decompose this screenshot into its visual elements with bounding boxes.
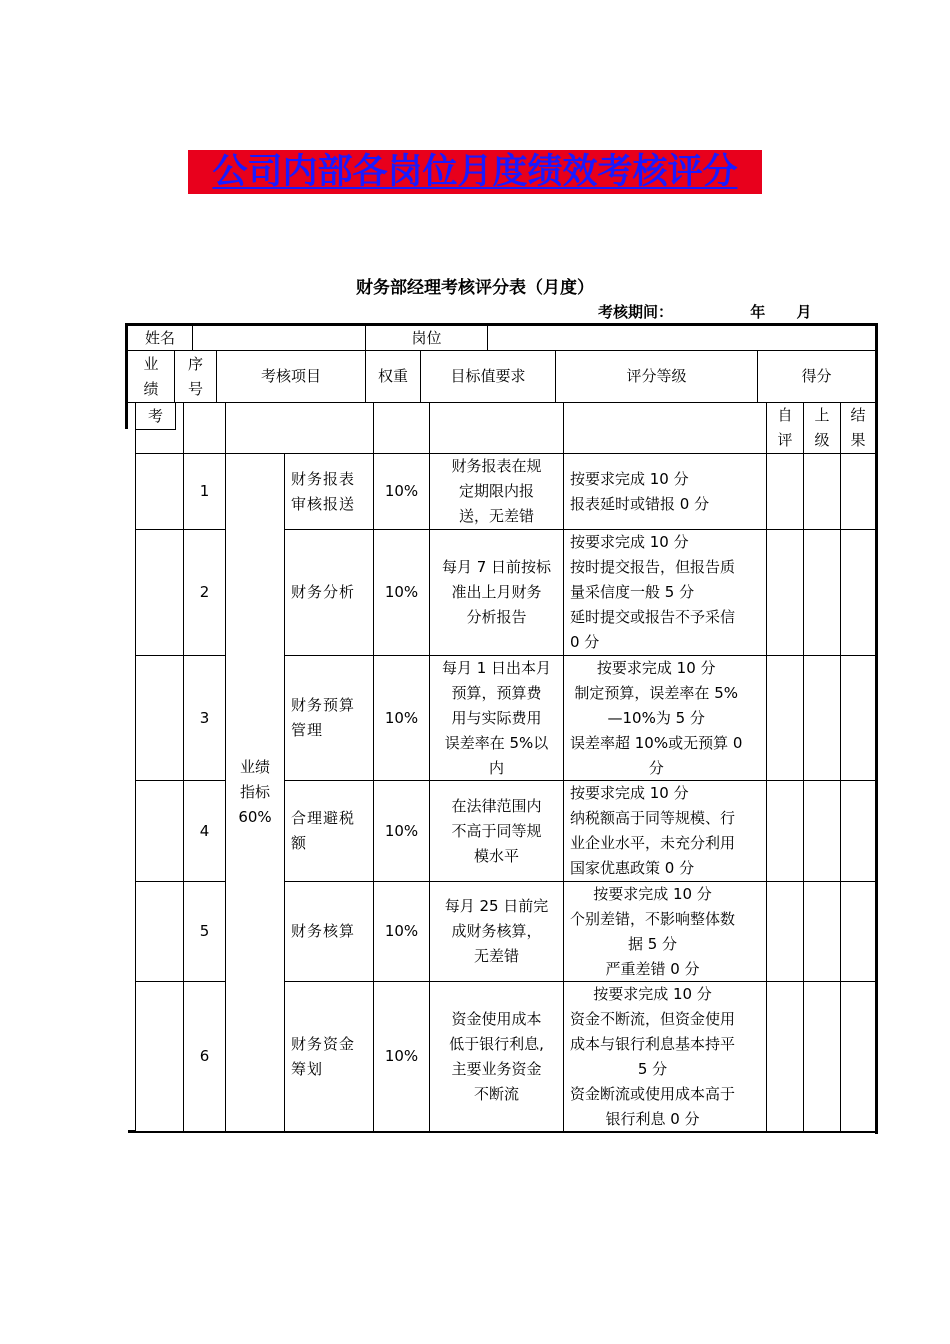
row-grade-line: 资金不断流，但资金使用	[570, 1009, 736, 1028]
row-target	[430, 982, 563, 1131]
page-title: 公司内部各岗位月度绩效考核评分	[188, 150, 762, 194]
score-superior-char: 上	[814, 406, 830, 424]
score-result-input[interactable]	[841, 982, 875, 1131]
row-target-line: 无差错	[473, 947, 519, 965]
row-target-line: 误差率在 5%以	[444, 733, 549, 752]
row-grade-line: 个别差错，不影响整体数	[570, 909, 736, 928]
period-label: 考核期间：	[598, 303, 674, 321]
row-seq: 2	[199, 583, 210, 601]
row-grade-line: 按要求完成 10 分	[593, 984, 712, 1003]
row-item-line: 财务预算	[291, 696, 356, 714]
score-self-input[interactable]	[767, 656, 803, 780]
row-target	[430, 454, 563, 529]
col-category-char: 业	[143, 354, 159, 373]
row-target-line: 准出上月财务	[451, 583, 542, 601]
row-item	[285, 454, 373, 529]
row-target-line: 每月 25 日前完	[444, 897, 549, 915]
col-score-header: 得分	[801, 367, 832, 385]
score-self-input[interactable]	[767, 781, 803, 881]
row-target-line: 用与实际费用	[451, 708, 542, 727]
row-target-line: 模水平	[473, 846, 519, 865]
row-target-line: 不断流	[473, 1084, 519, 1103]
col-target-header: 目标值要求	[450, 367, 526, 385]
row-grade	[564, 656, 766, 780]
score-result-header	[841, 403, 875, 453]
row-target-line: 每月 7 日前按标	[441, 558, 552, 576]
row-item-line: 审核报送	[291, 494, 356, 513]
row-grade-line: 5 分	[637, 1059, 668, 1078]
score-self-input[interactable]	[767, 882, 803, 981]
category-line: 指标	[239, 783, 270, 801]
col-seq-char: 序	[187, 354, 203, 373]
score-superior-header	[804, 403, 840, 453]
row-grade-line: 国家优惠政策 0 分	[570, 859, 695, 877]
row-item-line: 财务分析	[291, 583, 356, 601]
year-label: 年	[750, 303, 766, 321]
row-grade-line: 严重差错 0 分	[605, 959, 700, 978]
row-grade-line: 按要求完成 10 分	[570, 469, 689, 488]
score-superior-input[interactable]	[804, 882, 840, 981]
score-superior-input[interactable]	[804, 982, 840, 1131]
score-superior-input[interactable]	[804, 656, 840, 780]
score-self-header	[767, 403, 803, 453]
score-superior-input[interactable]	[804, 781, 840, 881]
row-target-line: 在法律范围内	[451, 796, 542, 815]
row-target-line: 预算，预算费	[451, 683, 542, 702]
row-target-line: 每月 1 日出本月	[441, 658, 552, 677]
row-seq: 4	[199, 821, 210, 840]
col-item-header: 考核项目	[260, 367, 321, 385]
row-grade-line: 分	[648, 758, 664, 777]
row-grade-line: 成本与银行利息基本持平	[570, 1034, 736, 1053]
row-target-line: 主要业务资金	[451, 1059, 542, 1078]
month-label: 月	[796, 303, 812, 321]
row-target-line: 不高于同等规	[451, 821, 542, 840]
row-item-line: 额	[291, 834, 308, 852]
row-item-line: 财务核算	[291, 922, 356, 940]
col-weight-header: 权重	[377, 367, 408, 385]
score-result-input[interactable]	[841, 454, 875, 529]
row-weight: 10%	[384, 583, 419, 601]
row-grade-line: 误差率超 10%或无预算 0	[570, 733, 743, 752]
row-target	[430, 781, 563, 881]
row-item	[285, 781, 373, 881]
row-seq: 6	[199, 1047, 210, 1065]
row-grade-line: 制定预算，误差率在 5%	[574, 683, 738, 702]
category-cell	[226, 454, 284, 1131]
score-self-input[interactable]	[767, 454, 803, 529]
row-seq: 5	[199, 922, 210, 940]
row-grade-line: 报表延时或错报 0 分	[570, 494, 710, 513]
form-subtitle: 财务部经理考核评分表（月度）	[356, 278, 594, 298]
score-result-char: 结	[850, 406, 866, 424]
row-target-line: 送，无差错	[458, 507, 534, 525]
row-grade-line: 延时提交或报告不予采信	[570, 608, 736, 626]
post-field[interactable]	[488, 326, 875, 350]
col-category-cont: 考	[147, 406, 163, 425]
row-grade-line: 按要求完成 10 分	[593, 884, 712, 903]
score-result-input[interactable]	[841, 530, 875, 655]
name-label: 姓名	[144, 328, 175, 347]
row-grade	[564, 454, 766, 529]
row-weight: 10%	[384, 708, 419, 727]
score-result-input[interactable]	[841, 882, 875, 981]
row-weight: 10%	[384, 482, 419, 500]
row-grade-line: 0 分	[570, 633, 600, 651]
row-target-line: 财务报表在规	[451, 457, 542, 475]
name-field[interactable]	[193, 326, 365, 350]
row-target-line: 资金使用成本	[451, 1009, 542, 1028]
row-seq: 3	[199, 708, 210, 727]
category-line: 60%	[238, 808, 272, 826]
row-grade	[564, 530, 766, 655]
row-item	[285, 530, 373, 655]
row-item	[285, 656, 373, 780]
score-self-char: 自	[777, 406, 793, 424]
row-target-line: 分析报告	[466, 608, 527, 626]
row-item-line: 合理避税	[291, 809, 356, 827]
col-seq-header	[175, 351, 216, 402]
row-item-line: 财务报表	[291, 469, 356, 488]
row-weight: 10%	[384, 922, 419, 940]
row-grade-line: 据 5 分	[627, 934, 678, 953]
row-grade	[564, 882, 766, 981]
row-grade-line: 业企业水平，未充分利用	[570, 834, 736, 852]
col-grade-header: 评分等级	[626, 367, 687, 385]
row-item	[285, 982, 373, 1131]
assessment-period	[598, 301, 812, 322]
col-seq-char: 号	[187, 379, 203, 398]
post-label: 岗位	[411, 328, 442, 347]
row-grade-line: 量采信度一般 5 分	[570, 583, 695, 601]
row-item	[285, 882, 373, 981]
score-result-char: 果	[850, 431, 866, 449]
row-weight: 10%	[384, 1047, 419, 1065]
row-grade-line: 按时提交报告，但报告质	[570, 558, 736, 576]
row-grade	[564, 982, 766, 1131]
category-line: 业绩	[239, 758, 270, 776]
score-superior-char: 级	[814, 431, 830, 449]
row-target	[430, 530, 563, 655]
row-weight: 10%	[384, 821, 419, 840]
row-item-line: 筹划	[291, 1059, 324, 1078]
row-grade-line: 银行利息 0 分	[605, 1109, 700, 1128]
row-grade-line: —10%为 5 分	[607, 708, 705, 727]
row-target-line: 成财务核算，	[451, 922, 542, 940]
row-grade-line: 纳税额高于同等规模、行	[570, 809, 736, 827]
score-result-input[interactable]	[841, 656, 875, 780]
row-item-line: 管理	[291, 721, 324, 739]
score-superior-input[interactable]	[804, 530, 840, 655]
row-grade-line: 按要求完成 10 分	[570, 784, 689, 802]
score-superior-input[interactable]	[804, 454, 840, 529]
col-category-char: 绩	[143, 379, 159, 398]
row-target	[430, 656, 563, 780]
row-target	[430, 882, 563, 981]
row-target-line: 内	[488, 758, 504, 777]
row-target-line: 低于银行利息,	[449, 1034, 544, 1053]
row-grade-line: 资金断流或使用成本高于	[570, 1084, 736, 1103]
row-grade-line: 按要求完成 10 分	[570, 533, 689, 551]
row-item-line: 财务资金	[291, 1034, 356, 1053]
score-result-input[interactable]	[841, 781, 875, 881]
row-target-line: 定期限内报	[458, 482, 534, 500]
col-category-header	[128, 351, 174, 402]
score-self-input[interactable]	[767, 982, 803, 1131]
row-seq: 1	[199, 482, 210, 500]
score-self-char: 评	[777, 431, 793, 449]
row-grade-line: 按要求完成 10 分	[596, 658, 716, 677]
score-self-input[interactable]	[767, 530, 803, 655]
row-grade	[564, 781, 766, 881]
